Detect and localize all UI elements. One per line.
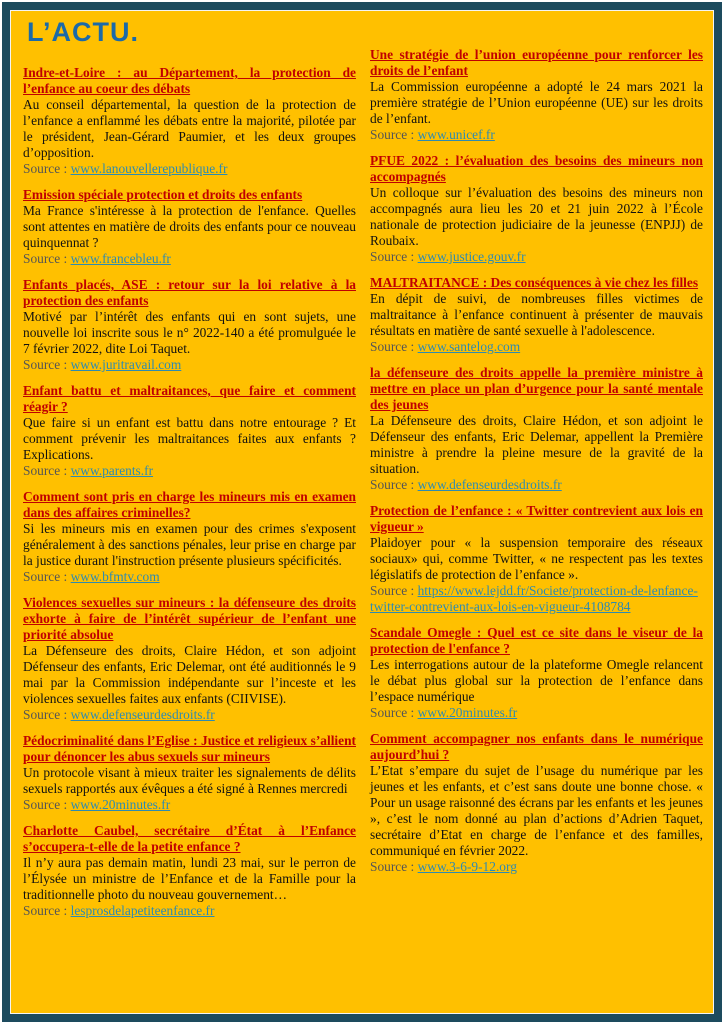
source-link[interactable]: www.lanouvellerepublique.fr bbox=[70, 161, 228, 176]
article-headline[interactable]: Violences sexuelles sur mineurs : la défenseure des droits exhorte à faire de l’intérêt supérieur de l’enfant une priorité absolue bbox=[23, 595, 356, 642]
source-link[interactable]: www.20minutes.fr bbox=[417, 705, 518, 720]
source-label: Source : bbox=[370, 583, 418, 598]
news-article bbox=[23, 383, 356, 479]
page-border-frame bbox=[2, 2, 722, 1022]
article-source bbox=[370, 249, 703, 265]
source-label: Source : bbox=[23, 463, 71, 478]
article-summary: La Défenseure des droits, Claire Hédon, et son adjoint le Défenseur des enfants, Eric Delemar, appellent la Première ministre à prendre la pleine mesure de la gravité de la situation. bbox=[370, 413, 703, 476]
news-article bbox=[370, 625, 703, 721]
article-headline[interactable]: Comment sont pris en charge les mineurs mis en examen dans des affaires criminelles? bbox=[23, 489, 356, 520]
article-summary: Plaidoyer pour « la suspension temporaire des réseaux sociaux» qui, comme Twitter, « ne respectent pas les textes législatifs de protection de l’enfance ». bbox=[370, 535, 703, 582]
article-source bbox=[23, 463, 356, 479]
news-article bbox=[370, 47, 703, 143]
source-label: Source : bbox=[23, 251, 71, 266]
source-link[interactable]: www.20minutes.fr bbox=[70, 797, 171, 812]
article-headline[interactable]: Enfant battu et maltraitances, que faire et comment réagir ? bbox=[23, 383, 356, 414]
source-label: Source : bbox=[370, 339, 418, 354]
source-label: Source : bbox=[370, 859, 418, 874]
source-label: Source : bbox=[370, 127, 418, 142]
article-headline[interactable]: Indre-et-Loire : au Département, la protection de l’enfance au coeur des débats bbox=[23, 65, 356, 96]
source-link[interactable]: lesprosdelapetiteenfance.fr bbox=[70, 903, 215, 918]
article-summary: L’Etat s’empare du sujet de l’usage du numérique par les jeunes et les enfants, et c’est sans doute une bonne chose. « Pour un usage raisonné des écrans par les enfants et les jeunes », c’est le nom donné au plan d’actions d’Adrien Taquet, secrétaire d’Etat en charge de l’enfance et des familles, communiqué en février 2022. bbox=[370, 763, 703, 858]
news-article bbox=[23, 823, 356, 919]
source-link[interactable]: www.parents.fr bbox=[70, 463, 154, 478]
source-label: Source : bbox=[23, 161, 71, 176]
article-headline[interactable]: Une stratégie de l’union européenne pour renforcer les droits de l’enfant bbox=[370, 47, 703, 78]
source-label: Source : bbox=[370, 249, 418, 264]
source-link[interactable]: www.francebleu.fr bbox=[70, 251, 171, 266]
source-link[interactable]: www.justice.gouv.fr bbox=[417, 249, 526, 264]
source-label: Source : bbox=[370, 705, 418, 720]
article-summary: La Commission européenne a adopté le 24 mars 2021 la première stratégie de l’Union européenne (UE) sur les droits de l’enfant. bbox=[370, 79, 703, 126]
page-title: L’ACTU. bbox=[27, 17, 139, 47]
news-article bbox=[23, 65, 356, 177]
article-source bbox=[370, 127, 703, 143]
article-summary: Les interrogations autour de la plateforme Omegle relancent le débat plus global sur la protection de l’enfance dans l’espace numérique bbox=[370, 657, 703, 704]
article-source bbox=[23, 161, 356, 177]
source-link[interactable]: www.unicef.fr bbox=[417, 127, 495, 142]
article-source bbox=[370, 859, 703, 875]
source-link[interactable]: https://www.lejdd.fr/Societe/protection-de-lenfance-twitter-contrevient-aux-lois-en-vigueur-4108784 bbox=[370, 583, 698, 614]
news-article bbox=[23, 595, 356, 723]
article-source bbox=[370, 705, 703, 721]
source-label: Source : bbox=[23, 707, 71, 722]
news-article bbox=[370, 153, 703, 265]
article-source bbox=[370, 477, 703, 493]
newsletter-page bbox=[10, 10, 714, 1014]
article-headline[interactable]: Enfants placés, ASE : retour sur la loi relative à la protection des enfants bbox=[23, 277, 356, 308]
article-headline[interactable]: Protection de l’enfance : « Twitter contrevient aux lois en vigueur » bbox=[370, 503, 703, 534]
news-article bbox=[370, 365, 703, 493]
source-link[interactable]: www.santelog.com bbox=[417, 339, 521, 354]
source-label: Source : bbox=[23, 797, 71, 812]
news-article bbox=[23, 187, 356, 267]
article-headline[interactable]: Comment accompagner nos enfants dans le numérique aujourd’hui ? bbox=[370, 731, 703, 762]
article-summary: Au conseil départemental, la question de la protection de l’enfance a enflammé les débats entre la majorité, pilotée par le président, Jean-Gérard Paumier, et les deux groupes d’opposition. bbox=[23, 97, 356, 160]
news-article bbox=[370, 731, 703, 875]
article-source bbox=[370, 339, 703, 355]
article-source bbox=[23, 797, 356, 813]
source-label: Source : bbox=[23, 357, 71, 372]
article-source bbox=[23, 707, 356, 723]
article-source bbox=[23, 251, 356, 267]
article-headline[interactable]: MALTRAITANCE : Des conséquences à vie chez les filles bbox=[370, 275, 699, 290]
source-link[interactable]: www.bfmtv.com bbox=[70, 569, 160, 584]
news-article bbox=[23, 733, 356, 813]
article-summary: Que faire si un enfant est battu dans notre entourage ? Et comment prévenir les maltraitances faites aux enfants ? Explications. bbox=[23, 415, 356, 462]
news-article bbox=[23, 489, 356, 585]
article-headline[interactable]: PFUE 2022 : l’évaluation des besoins des mineurs non accompagnés bbox=[370, 153, 703, 184]
article-summary: Motivé par l’intérêt des enfants qui en sont sujets, une nouvelle loi inscrite sous le n° 2022-140 a été promulguée le 7 février 2022, dite Loi Taquet. bbox=[23, 309, 356, 356]
article-headline[interactable]: la défenseure des droits appelle la première ministre à mettre en place un plan d’urgence pour la santé mentale des jeunes bbox=[370, 365, 703, 412]
news-article bbox=[23, 277, 356, 373]
article-headline[interactable]: Emission spéciale protection et droits des enfants bbox=[23, 187, 303, 202]
article-source bbox=[23, 569, 356, 585]
article-source bbox=[370, 583, 703, 615]
article-source bbox=[23, 903, 356, 919]
article-summary: En dépit de suivi, de nombreuses filles victimes de maltraitance à l’enfance continuent à présenter de mauvais résultats en matière de santé sexuelle à l'adolescence. bbox=[370, 291, 703, 338]
source-label: Source : bbox=[23, 569, 71, 584]
article-summary: Ma France s'intéresse à la protection de l'enfance. Quelles sont attentes en matière de droits des enfants pour ce nouveau quinquennat ? bbox=[23, 203, 356, 250]
source-link[interactable]: www.defenseurdesdroits.fr bbox=[417, 477, 562, 492]
article-summary: La Défenseure des droits, Claire Hédon, et son adjoint Défenseur des enfants, Eric Delemar, ont été auditionnés le 9 mai par la Commission indépendante sur l’inceste et les violences sexuelles faites aux enfants (CIIVISE). bbox=[23, 643, 356, 706]
source-label: Source : bbox=[370, 477, 418, 492]
news-article bbox=[370, 503, 703, 615]
article-summary: Il n’y aura pas demain matin, lundi 23 mai, sur le perron de l’Élysée un ministre de l’Enfance et de la Famille pour la traditionnelle photo du nouveau gouvernement… bbox=[23, 855, 356, 902]
source-link[interactable]: www.juritravail.com bbox=[70, 357, 182, 372]
article-summary: Si les mineurs mis en examen pour des crimes s'exposent généralement à des sanctions pénales, leur prise en charge par la justice durant l'instruction présente plusieurs spécificités. bbox=[23, 521, 356, 568]
article-summary: Un protocole visant à mieux traiter les signalements de délits sexuels rapportés aux évêques a été signé à Rennes mercredi bbox=[23, 765, 356, 796]
article-headline[interactable]: Scandale Omegle : Quel est ce site dans le viseur de la protection de l'enfance ? bbox=[370, 625, 703, 656]
right-column bbox=[370, 47, 703, 929]
article-source bbox=[23, 357, 356, 373]
article-summary: Un colloque sur l’évaluation des besoins des mineurs non accompagnés aura lieu les 20 et 21 juin 2022 à l’École nationale de protection judiciaire de la jeunesse (ENPJJ) de Roubaix. bbox=[370, 185, 703, 248]
news-article bbox=[370, 275, 703, 355]
left-column bbox=[23, 65, 356, 929]
article-headline[interactable]: Charlotte Caubel, secrétaire d’État à l’Enfance s’occupera-t-elle de la petite enfance ? bbox=[23, 823, 356, 854]
article-headline[interactable]: Pédocriminalité dans l’Eglise : Justice et religieux s’allient pour dénoncer les abus sexuels sur mineurs bbox=[23, 733, 356, 764]
source-link[interactable]: www.3-6-9-12.org bbox=[417, 859, 517, 874]
source-link[interactable]: www.defenseurdesdroits.fr bbox=[70, 707, 215, 722]
article-columns bbox=[23, 47, 703, 929]
source-label: Source : bbox=[23, 903, 71, 918]
